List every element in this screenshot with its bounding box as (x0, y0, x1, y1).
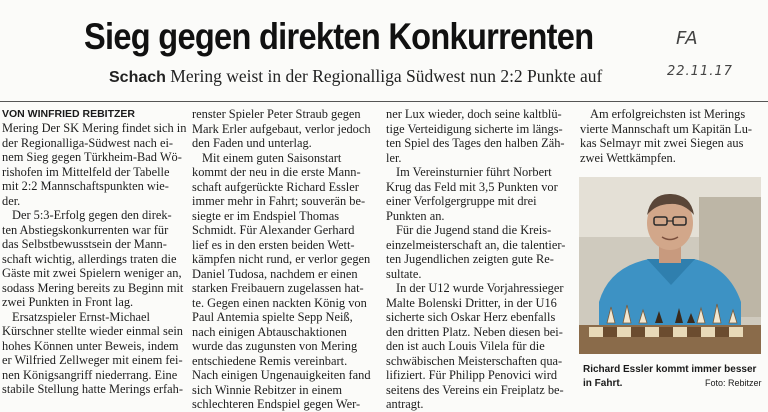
photo-credit: Foto: Rebitzer (705, 378, 762, 388)
article-line: sich Winnie Rebitzer in einem (192, 382, 342, 397)
article-line: schwäbischen Meisterschaften qua- (386, 353, 563, 368)
article-line: stabile Stellung hatte Merings erfah- (2, 382, 183, 396)
article-line: schaft aufgerückte Richard Essler (192, 179, 359, 194)
article-line: Daniel Tudosa, nachdem er einen (192, 266, 358, 281)
subheadline (109, 66, 602, 87)
article-line: ten Jugendlichen zeigten gute Re- (386, 252, 554, 266)
byline: VON WINFRIED REBITZER (2, 108, 135, 120)
article-line: ner Lux wieder, doch seine kaltblü- (386, 107, 562, 121)
article-line: kämpfen nicht rund, er verlor gegen (192, 252, 371, 266)
article-line: das Selbstbewusstsein der Mann- (2, 237, 167, 251)
article-line: den ist auch Louis Vilela für die (386, 339, 545, 353)
article-line: der. (2, 193, 21, 208)
article-line: den Faden und unterlag. (192, 136, 312, 150)
handwritten-code: FA (676, 28, 698, 49)
article-line: Punkten an. (386, 208, 445, 223)
photo-caption: Richard Essler kommt immer besser in Fahrt. (583, 364, 757, 389)
article-line: Mark Erler aufgebaut, verlor jedoch (192, 121, 371, 136)
article-line: Für die Jugend stand die Kreis- (396, 223, 552, 237)
article-line: lifiziert. Für Philipp Penovici wird (386, 368, 558, 382)
article-line: Krug das Feld mit 3,5 Punkten vor (386, 179, 558, 194)
player-photo-illustration (579, 177, 761, 354)
article-line: starken Freibauern zugelassen hat- (192, 281, 364, 295)
header-rule (0, 101, 768, 102)
article-line: einzelmeisterschaft an, die talentier- (386, 237, 566, 252)
article-line: hohes Können unter Beweis, indem (2, 338, 179, 353)
article-line: zwei Wettkämpfen. (580, 150, 676, 165)
article-line: den dritten Platz. Neben diesen bei- (386, 324, 563, 339)
article-line: Kürschner stellte wieder einmal sein (2, 324, 183, 338)
text-column-2 (192, 107, 371, 412)
article-line: wurde das zugunsten von Mering (192, 339, 358, 353)
article-line: sultate. (386, 266, 422, 281)
article-line: sodass Mering bereits zu Beginn mit (2, 280, 184, 295)
subheadline-text: Mering weist in der Regionalliga Südwest nun 2:2 Punkte auf (170, 66, 603, 86)
article-line: Ersatzspieler Ernst-Michael (12, 309, 150, 324)
article-line: kommt der neu in die erste Mann- (192, 165, 361, 179)
article-line: tige Verteidigung sicherte im längs- (386, 121, 563, 136)
article-line: kas Selmayr mit zwei Siegen aus (580, 136, 744, 150)
article-line: vierte Mannschaft um Kapitän Lu- (580, 121, 753, 136)
article-line: Am erfolgreichsten ist Merings (590, 107, 746, 121)
article-line: er Wilfried Zellweger mit einem fei- (2, 353, 183, 367)
article-line: Gäste mit zwei Spielern weniger an, (2, 266, 182, 280)
text-column-3 (386, 107, 565, 412)
article-line: zwei Punkten in Front lag. (2, 295, 134, 309)
article-line: te. Gegen einen nackten König von (192, 295, 367, 310)
article-line: ten Abstiegskonkurrenten war für (2, 222, 169, 237)
article-line: sicherte sich Oskar Herz ebenfalls (386, 310, 556, 324)
article-line: Mering Der SK Mering findet sich in (2, 121, 187, 135)
article-line: schaft wichtig, allerdings traten die (2, 251, 177, 266)
article-line: ten Spiel des Tages den halben Zäh- (386, 136, 565, 150)
article-line: In der U12 wurde Vorjahressieger (396, 281, 564, 295)
subheadline-kicker: Schach (109, 69, 166, 86)
article-line: rishofen im Mittelfeld der Tabelle (2, 164, 170, 179)
article-line: antragt. (386, 397, 424, 411)
article-line: ler. (386, 150, 402, 165)
handwritten-date: 22.11.17 (667, 64, 733, 79)
article-line: Der 5:3-Erfolg gegen den direk- (12, 208, 172, 222)
article-line: renster Spieler Peter Straub gegen (192, 107, 361, 121)
text-column-4 (580, 107, 752, 165)
article-line: Mit einem guten Saisonstart (202, 150, 342, 165)
headline: Sieg gegen direkten Konkurrenten (84, 16, 594, 57)
article-line: Nach einigen Ungenauigkeiten fand (192, 368, 371, 382)
article-line: lief es in den ersten beiden Wett- (192, 237, 355, 252)
article-line: nen Königsangriff niederrang. Eine (2, 367, 178, 382)
article-line: Schmidt. Für Alexander Gerhard (192, 223, 355, 237)
article-line: nach einigen Abtauschaktionen (192, 324, 347, 339)
article-line: siegte er im Endspiel Thomas (192, 208, 340, 223)
article-line: der Regionalliga-Südwest nach ei- (2, 135, 174, 150)
text-column-1 (2, 121, 186, 397)
article-line: mit 2:2 Mannschaftspunkten wie- (2, 179, 169, 193)
article-line: seitens des Vereins ein Freiplatz be- (386, 382, 564, 397)
article-line: schlechteren Endspiel gegen Wer- (192, 397, 361, 411)
article-line: entschiedene Remis vereinbart. (192, 353, 348, 368)
article-line: immer mehr in Fahrt; souverän be- (192, 194, 366, 208)
article-line: nem Sieg gegen Türkheim-Bad Wö- (2, 150, 182, 164)
article-line: Im Vereinsturnier führt Norbert (396, 165, 552, 179)
player-photo (579, 177, 761, 354)
article-line: Paul Antemia spielte Sepp Neiß, (192, 310, 353, 324)
article-line: einer Verfolgergruppe mit drei (386, 194, 537, 208)
article-line: Malte Bolenski Dritter, in der U16 (386, 295, 557, 310)
